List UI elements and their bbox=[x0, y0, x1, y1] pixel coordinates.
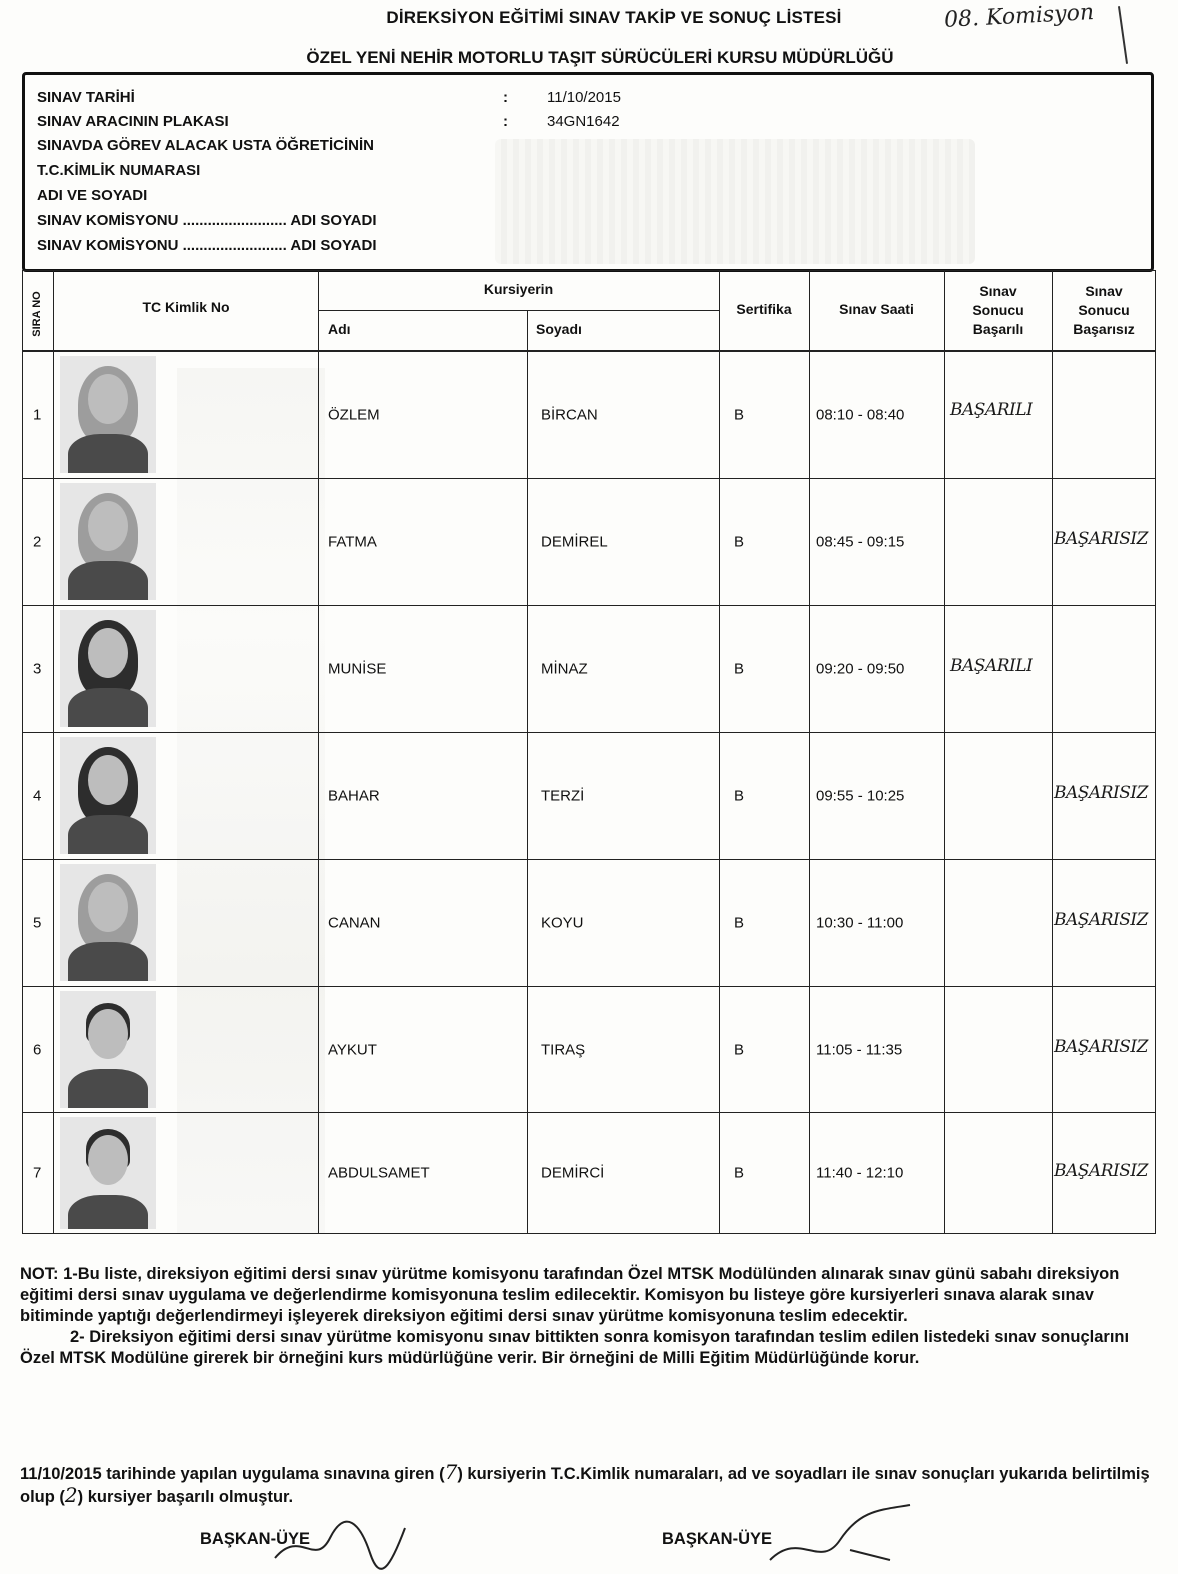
row-no: 7 bbox=[33, 1164, 42, 1182]
tc-number-label: T.C.KİMLİK NUMARASI bbox=[37, 162, 201, 179]
student-last-name: TERZİ bbox=[541, 787, 585, 805]
table-row bbox=[22, 352, 1156, 478]
row-no: 6 bbox=[33, 1041, 42, 1059]
student-first-name: BAHAR bbox=[328, 787, 380, 805]
summary-text-3: ) kursiyer başarılı olmuştur. bbox=[77, 1488, 294, 1506]
certificate-class: B bbox=[734, 787, 745, 805]
student-photo bbox=[60, 864, 156, 981]
header-tc-kimlik: TC Kimlik No bbox=[142, 299, 230, 315]
exam-time: 09:55 - 10:25 bbox=[816, 787, 905, 805]
header-basarili: Sınav Sonucu Başarılı bbox=[972, 283, 1024, 337]
colon: : bbox=[503, 113, 508, 130]
student-first-name: ABDULSAMET bbox=[328, 1164, 430, 1182]
table-row bbox=[22, 1113, 1156, 1233]
header-kursiyerin: Kursiyerin bbox=[483, 281, 554, 297]
header-sinav-saati: Sınav Saati bbox=[839, 301, 914, 317]
certificate-class: B bbox=[734, 914, 745, 932]
student-photo bbox=[60, 483, 156, 600]
row-no: 3 bbox=[33, 660, 42, 678]
signature-left-scribble bbox=[270, 1518, 410, 1574]
note-paragraph-1: NOT: 1-Bu liste, direksiyon eğitimi dersi sınav yürütme komisyonu tarafından Özel MTSK Modülünden alınarak sınav günü sabahı direksiyon eğitimi dersi sınav uygulama ve değerlendirme komisyonuna teslim edilecektir. Komisyon bu listeye göre kursiyerleri sınava alarak sınav bitiminde yaptığı değerlendirmeyi işleyerek direksiyon eğitimi dersi sınav yürütme komisyonuna teslim edecektir. bbox=[20, 1265, 1120, 1325]
total-count-handwritten: 7 bbox=[444, 1460, 458, 1484]
signature-label-left: BAŞKAN-ÜYE bbox=[200, 1530, 311, 1548]
exam-time: 08:10 - 08:40 bbox=[816, 406, 905, 424]
row-no: 5 bbox=[33, 914, 42, 932]
row-no: 1 bbox=[33, 406, 42, 424]
certificate-class: B bbox=[734, 533, 745, 551]
result-failed: BAŞARISIZ bbox=[1054, 1037, 1148, 1057]
exam-info-box bbox=[22, 72, 1154, 272]
result-failed: BAŞARISIZ bbox=[1054, 783, 1148, 803]
signature-label-right: BAŞKAN-ÜYE bbox=[662, 1530, 773, 1548]
header-soyadi: Soyadı bbox=[536, 321, 582, 337]
certificate-class: B bbox=[734, 1164, 745, 1182]
exam-time: 11:05 - 11:35 bbox=[816, 1041, 903, 1059]
certificate-class: B bbox=[734, 660, 745, 678]
certificate-class: B bbox=[734, 1041, 745, 1059]
plate-value: 34GN1642 bbox=[547, 113, 620, 130]
result-failed: BAŞARISIZ bbox=[1054, 910, 1148, 930]
student-photo bbox=[60, 991, 156, 1108]
handwritten-commission-note: 08. Komisyon bbox=[943, 0, 1095, 33]
table-row bbox=[22, 860, 1156, 986]
student-first-name: CANAN bbox=[328, 914, 381, 932]
result-failed: BAŞARISIZ bbox=[1054, 529, 1148, 549]
header-adi: Adı bbox=[328, 321, 351, 337]
student-photo bbox=[60, 737, 156, 854]
colon: : bbox=[503, 89, 508, 106]
student-photo bbox=[60, 1117, 156, 1229]
header-basarisiz: Sınav Sonucu Başarısız bbox=[1073, 283, 1135, 337]
student-photo bbox=[60, 356, 156, 473]
signature-right-scribble bbox=[760, 1500, 920, 1574]
header-sertifika: Sertifika bbox=[736, 301, 792, 317]
header-sira-no: SIRA NO bbox=[31, 291, 43, 337]
commission-1-label: SINAV KOMİSYONU ......................... ADI SOYADI bbox=[37, 212, 377, 229]
row-no: 4 bbox=[33, 787, 42, 805]
table-row bbox=[22, 733, 1156, 859]
result-passed: BAŞARILI bbox=[950, 400, 1033, 420]
summary-text-1: 11/10/2015 tarihinde yapılan uygulama sınavına giren ( bbox=[20, 1465, 445, 1483]
student-last-name: DEMİRCİ bbox=[541, 1164, 605, 1182]
exam-time: 11:40 - 12:10 bbox=[816, 1164, 904, 1182]
student-last-name: TIRAŞ bbox=[541, 1041, 586, 1059]
exam-time: 10:30 - 11:00 bbox=[816, 914, 904, 932]
summary-text-2: ) kursiyerin T.C.Kimlik numaraları, ad ve soyadları ile sınav sonuçları yukarıda belirtilmiş olup ( bbox=[20, 1465, 1150, 1506]
plate-label: SINAV ARACININ PLAKASI bbox=[37, 113, 229, 130]
student-first-name: ÖZLEM bbox=[328, 406, 380, 424]
summary-statement bbox=[20, 1462, 1160, 1508]
student-last-name: KOYU bbox=[541, 914, 584, 932]
certificate-class: B bbox=[734, 406, 745, 424]
exam-date-label: SINAV TARİHİ bbox=[37, 89, 135, 106]
notes-section bbox=[20, 1264, 1150, 1369]
student-last-name: BİRCAN bbox=[541, 406, 598, 424]
table-row bbox=[22, 987, 1156, 1113]
table-row bbox=[22, 479, 1156, 605]
exam-time: 09:20 - 09:50 bbox=[816, 660, 905, 678]
table-row bbox=[22, 606, 1156, 732]
result-failed: BAŞARISIZ bbox=[1054, 1161, 1148, 1181]
student-last-name: MİNAZ bbox=[541, 660, 588, 678]
document-subtitle: ÖZEL YENİ NEHİR MOTORLU TAŞIT SÜRÜCÜLERİ KURSU MÜDÜRLÜĞÜ bbox=[306, 48, 894, 67]
student-photo bbox=[60, 610, 156, 727]
student-last-name: DEMİREL bbox=[541, 533, 608, 551]
commission-2-label: SINAV KOMİSYONU ......................... ADI SOYADI bbox=[37, 237, 377, 254]
result-passed: BAŞARILI bbox=[950, 656, 1033, 676]
note-paragraph-2: 2- Direksiyon eğitimi dersi sınav yürütme komisyonu sınav bittikten sonra komisyon tarafından teslim edilen listedeki sınav sonuçlarını Özel MTSK Modülüne girerek bir örneğini kurs müdürlüğüne verir. Bir örneğini de Milli Eğitim Müdürlüğünde korur. bbox=[20, 1328, 1130, 1367]
results-table bbox=[22, 270, 1156, 1234]
student-first-name: FATMA bbox=[328, 533, 377, 551]
student-first-name: MUNİSE bbox=[328, 660, 387, 678]
exam-date-value: 11/10/2015 bbox=[547, 89, 621, 106]
exam-time: 08:45 - 09:15 bbox=[816, 533, 905, 551]
name-surname-label: ADI VE SOYADI bbox=[37, 187, 148, 204]
instructor-label: SINAVDA GÖREV ALACAK USTA ÖĞRETİCİNİN bbox=[37, 137, 374, 154]
student-first-name: AYKUT bbox=[328, 1041, 377, 1059]
row-no: 2 bbox=[33, 533, 42, 551]
passed-count-handwritten: 2 bbox=[64, 1483, 78, 1507]
document-title: DİREKSİYON EĞİTİMİ SINAV TAKİP VE SONUÇ LİSTESİ bbox=[386, 8, 842, 27]
redacted-area bbox=[495, 139, 975, 264]
